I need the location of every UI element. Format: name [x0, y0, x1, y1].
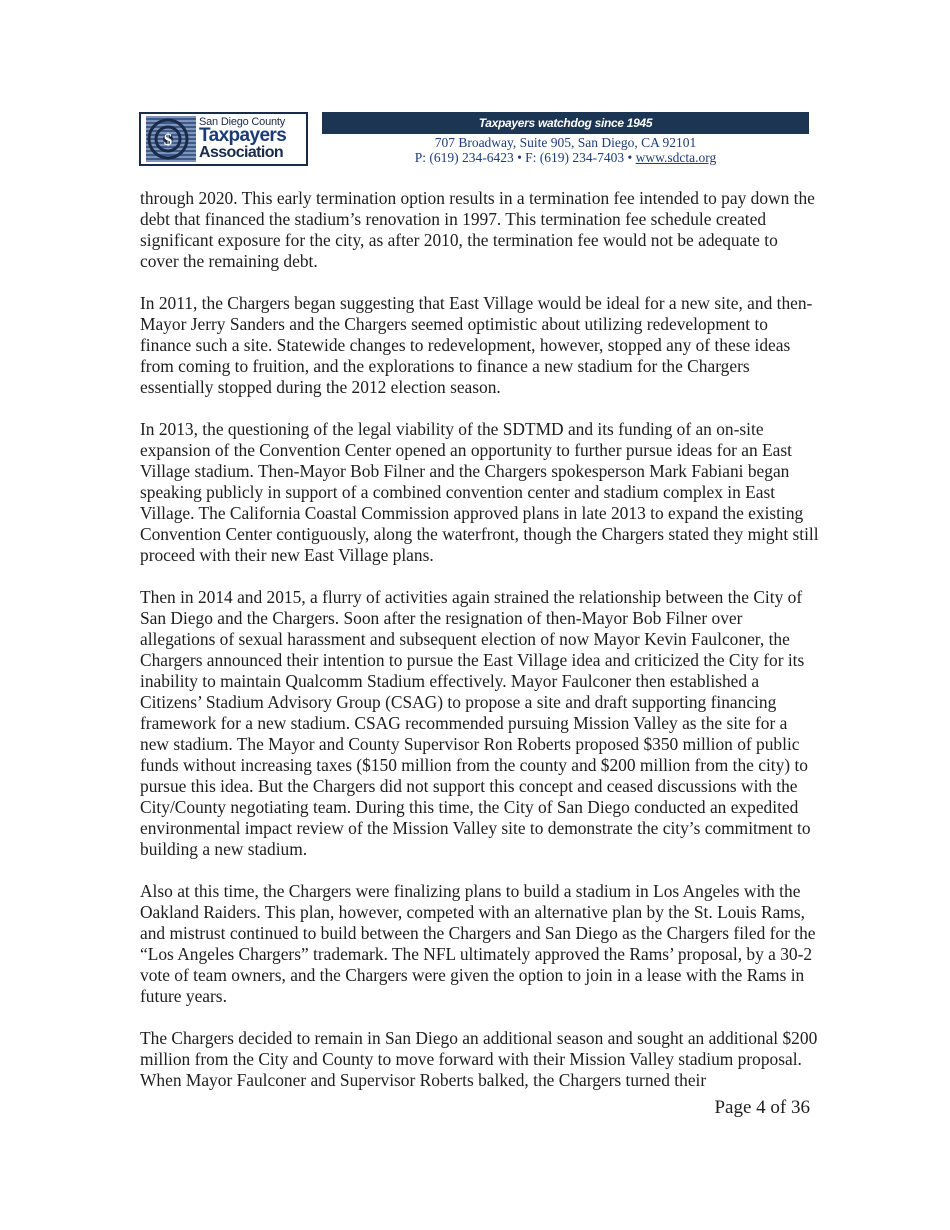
street-address: 707 Broadway, Suite 905, San Diego, CA 92101: [434, 135, 697, 150]
paragraph: In 2013, the questioning of the legal viability of the SDTMD and its funding of an on-site expansion of the Convention Center opened an opportunity to further pursue ideas for an East Village stadium. Then-Mayor Bob Filner and the Chargers spokesperson Mark Fabiani began speaking publicly in support of a combined convention center and stadium complex in East Village. The California Coastal Commission approved plans in late 2013 to expand the existing Convention Center contiguously, along the waterfront, though the Chargers stated they might still proceed with their new East Village plans.: [140, 419, 819, 565]
sdcta-logo: [139, 112, 308, 166]
tagline-banner: Taxpayers watchdog since 1945: [322, 112, 809, 134]
phone-fax-text: P: (619) 234-6423 • F: (619) 234-7403 •: [414, 150, 636, 165]
paragraph: through 2020. This early termination option results in a termination fee intended to pay down the debt that financed the stadium’s renovation in 1997. This termination fee schedule created significant exposure for the city, as after 2010, the termination fee would not be adequate to cover the remaining debt.: [140, 188, 815, 271]
paragraph: The Chargers decided to remain in San Diego an additional season and sought an additional $200 million from the City and County to move forward with their Mission Valley stadium proposal. When Mayor Faulconer and Supervisor Roberts balked, the Chargers turned their: [140, 1028, 818, 1090]
target-emblem-icon: [146, 116, 196, 162]
page-number: Page 4 of 36: [714, 1097, 810, 1118]
svg-text:$: $: [163, 130, 173, 149]
paragraph: In 2011, the Chargers began suggesting that East Village would be ideal for a new site, and then-Mayor Jerry Sanders and the Chargers seemed optimistic about utilizing redevelopment to finance such a site. Statewide changes to redevelopment, however, stopped any of these ideas from coming to fruition, and the explorations to finance a new stadium for the Chargers essentially stopped during the 2012 election season.: [140, 293, 813, 397]
logo-line-association: Association: [199, 144, 284, 161]
phone-fax-line: [322, 150, 809, 165]
logo-line-taxpayers: Taxpayers: [199, 125, 287, 146]
paragraph: Also at this time, the Chargers were finalizing plans to build a stadium in Los Angeles with the Oakland Raiders. This plan, however, competed with an alternative plan by the St. Louis Rams, and mistrust continued to build between the Chargers and San Diego as the Chargers filed for the “Los Angeles Chargers” trademark. The NFL ultimately approved the Rams’ proposal, by a 30-2 vote of team owners, and the Chargers were given the option to join in a lease with the Rams in future years.: [140, 881, 816, 1006]
document-body: [140, 188, 820, 1112]
logo-line-county: San Diego County: [199, 116, 286, 128]
paragraph: Then in 2014 and 2015, a flurry of activities again strained the relationship between the City of San Diego and the Chargers. Soon after the resignation of then-Mayor Bob Filner over allegations of sexual harassment and subsequent election of now Mayor Kevin Faulconer, the Chargers announced their intention to pursue the East Village idea and criticized the City for its inability to maintain Qualcomm Stadium effectively. Mayor Faulconer then established a Citizens’ Stadium Advisory Group (CSAG) to propose a site and draft supporting financing framework for a new stadium. CSAG recommended pursuing Mission Valley as the site for a new stadium. The Mayor and County Supervisor Ron Roberts proposed $350 million of public funds without increasing taxes ($150 million from the county and $200 million from the city) to pursue this idea. But the Chargers did not support this concept and ceased discussions with the City/County negotiating team. During this time, the City of San Diego conducted an expedited environmental impact review of the Mission Valley site to demonstrate the city’s commitment to building a new stadium.: [140, 587, 811, 859]
contact-block: [322, 135, 809, 165]
website-link[interactable]: www.sdcta.org: [635, 150, 717, 165]
